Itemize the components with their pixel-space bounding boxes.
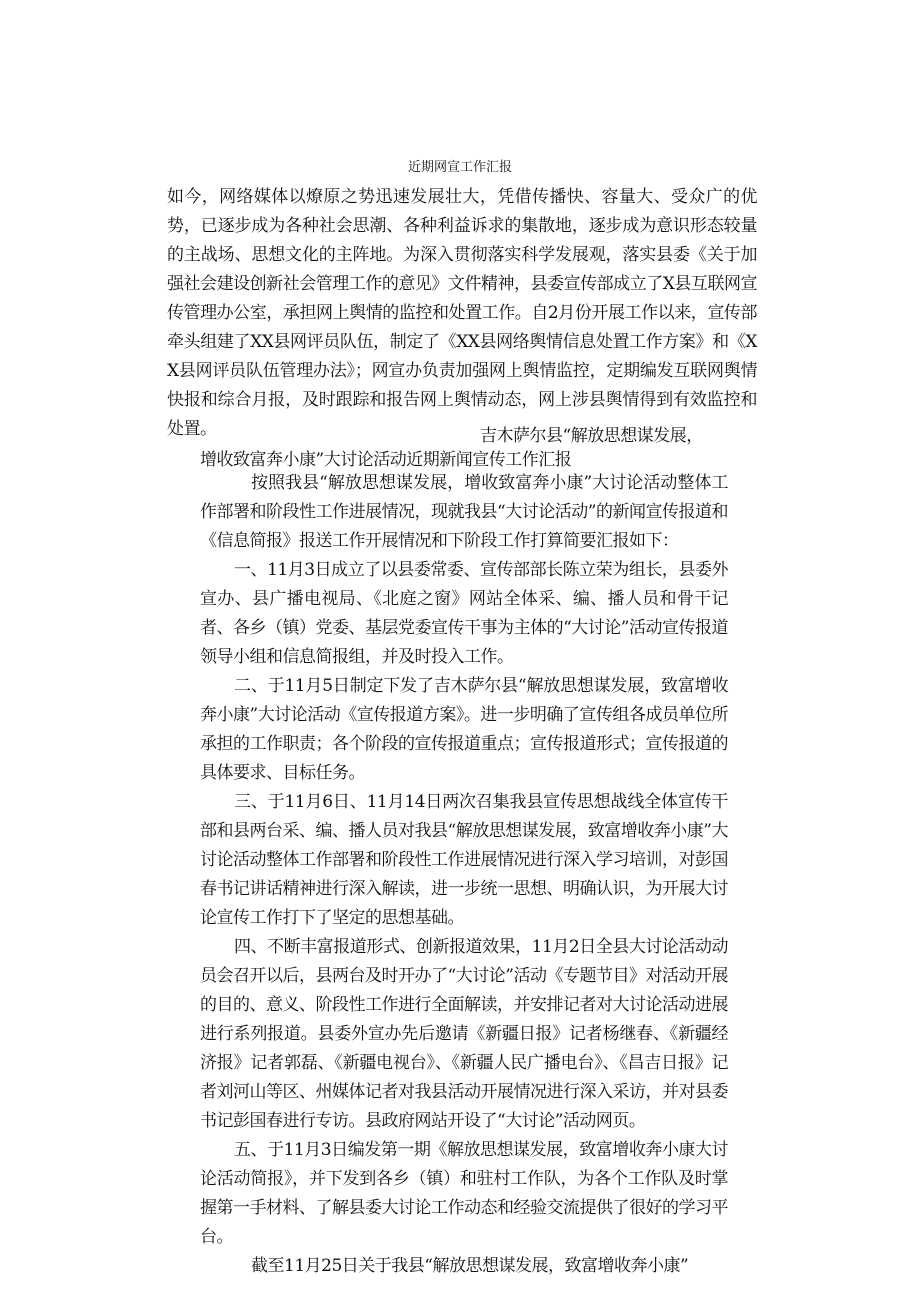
body-paragraph-2: 二、于11月5日制定下发了吉木萨尔县“解放思想谋发展，致富增收奔小康”大讨论活动《宣传报道方案》。进一步明确了宣传组各成员单位所承担的工作职责；各个阶段的宣传报道重点；宣传报道形式；宣传报道的具体要求、目标任务。 bbox=[200, 676, 728, 783]
report-subtitle-line-2: 增收致富奔小康”大讨论活动近期新闻宣传工作汇报 bbox=[200, 450, 572, 470]
document-title: 近期网宣工作汇报 bbox=[407, 160, 512, 175]
body-paragraph-4: 四、不断丰富报道形式、创新报道效果，11月2日全县大讨论活动动员会召开以后，县两台及时开办了“大讨论”活动《专题节目》对活动开展的目的、意义、阶段性工作进行全面解读，并安排记者对大讨论活动进展进行系列报道。县委外宣办先后邀请《新疆日报》记者杨继春、《新疆经济报》记者郭磊、《新疆电视台》、《新疆人民广播电台》、《昌吉日报》记者刘河山等区、州媒体记者对我县活动开展情况进行深入采访，并对县委书记彭国春进行专访。县政府网站开设了“大讨论”活动网页。 bbox=[200, 937, 728, 1131]
body-paragraph-1: 一、11月3日成立了以县委常委、宣传部部长陈立荣为组长，县委外宣办、县广播电视局、《北庭之窗》网站全体采、编、播人员和骨干记者、各乡（镇）党委、基层党委宣传干事为主体的“大讨论”活动宣传报道领导小组和信息简报组，并及时投入工作。 bbox=[200, 560, 728, 667]
body-paragraph-3: 三、于11月6日、11月14日两次召集我县宣传思想战线全体宣传干部和县两台采、编、播人员对我县“解放思想谋发展，致富增收奔小康”大讨论活动整体工作部署和阶段性工作进展情况进行深入学习培训，对彭国春书记讲话精神进行深入解读，进一步统一思想、明确认识，为开展大讨论宣传工作打下了坚定的思想基础。 bbox=[200, 792, 728, 928]
report-subtitle-line-1: 吉木萨尔县“解放思想谋发展， bbox=[480, 426, 703, 446]
report-body bbox=[200, 469, 728, 1281]
body-paragraph-6: 截至11月25日关于我县“解放思想谋发展，致富增收奔小康” bbox=[251, 1256, 689, 1276]
body-paragraph-intro: 按照我县“解放思想谋发展，增收致富奔小康”大讨论活动整体工作部署和阶段性工作进展情况，现就我县“大讨论活动”的新闻宣传报道和《信息简报》报送工作开展情况和下阶段工作打算简要汇报如下： bbox=[200, 473, 728, 551]
intro-paragraph: 如今，网络媒体以燎原之势迅速发展壮大，凭借传播快、容量大、受众广的优势，已逐步成为各种社会思潮、各种利益诉求的集散地，逐步成为意识形态较量的主战场、思想文化的主阵地。为深入贯彻落实科学发展观，落实县委《关于加强社会建设创新社会管理工作的意见》文件精神，县委宣传部成立了X县互联网宣传管理办公室，承担网上舆情的监控和处置工作。自2月份开展工作以来，宣传部牵头组建了XX县网评员队伍，制定了《XX县网络舆情信息处置工作方案》和《XX县网评员队伍管理办法》；网宣办负责加强网上舆情监控，定期编发互联网舆情快报和综合月报，及时跟踪和报告网上舆情动态，网上涉县舆情得到有效监控和处置。 bbox=[167, 187, 757, 439]
body-paragraph-5: 五、于11月3日编发第一期《解放思想谋发展，致富增收奔小康大讨论活动简报》，并下发到各乡（镇）和驻村工作队，为各个工作队及时掌握第一手材料、了解县委大讨论工作动态和经验交流提供了很好的学习平台。 bbox=[200, 1140, 728, 1247]
